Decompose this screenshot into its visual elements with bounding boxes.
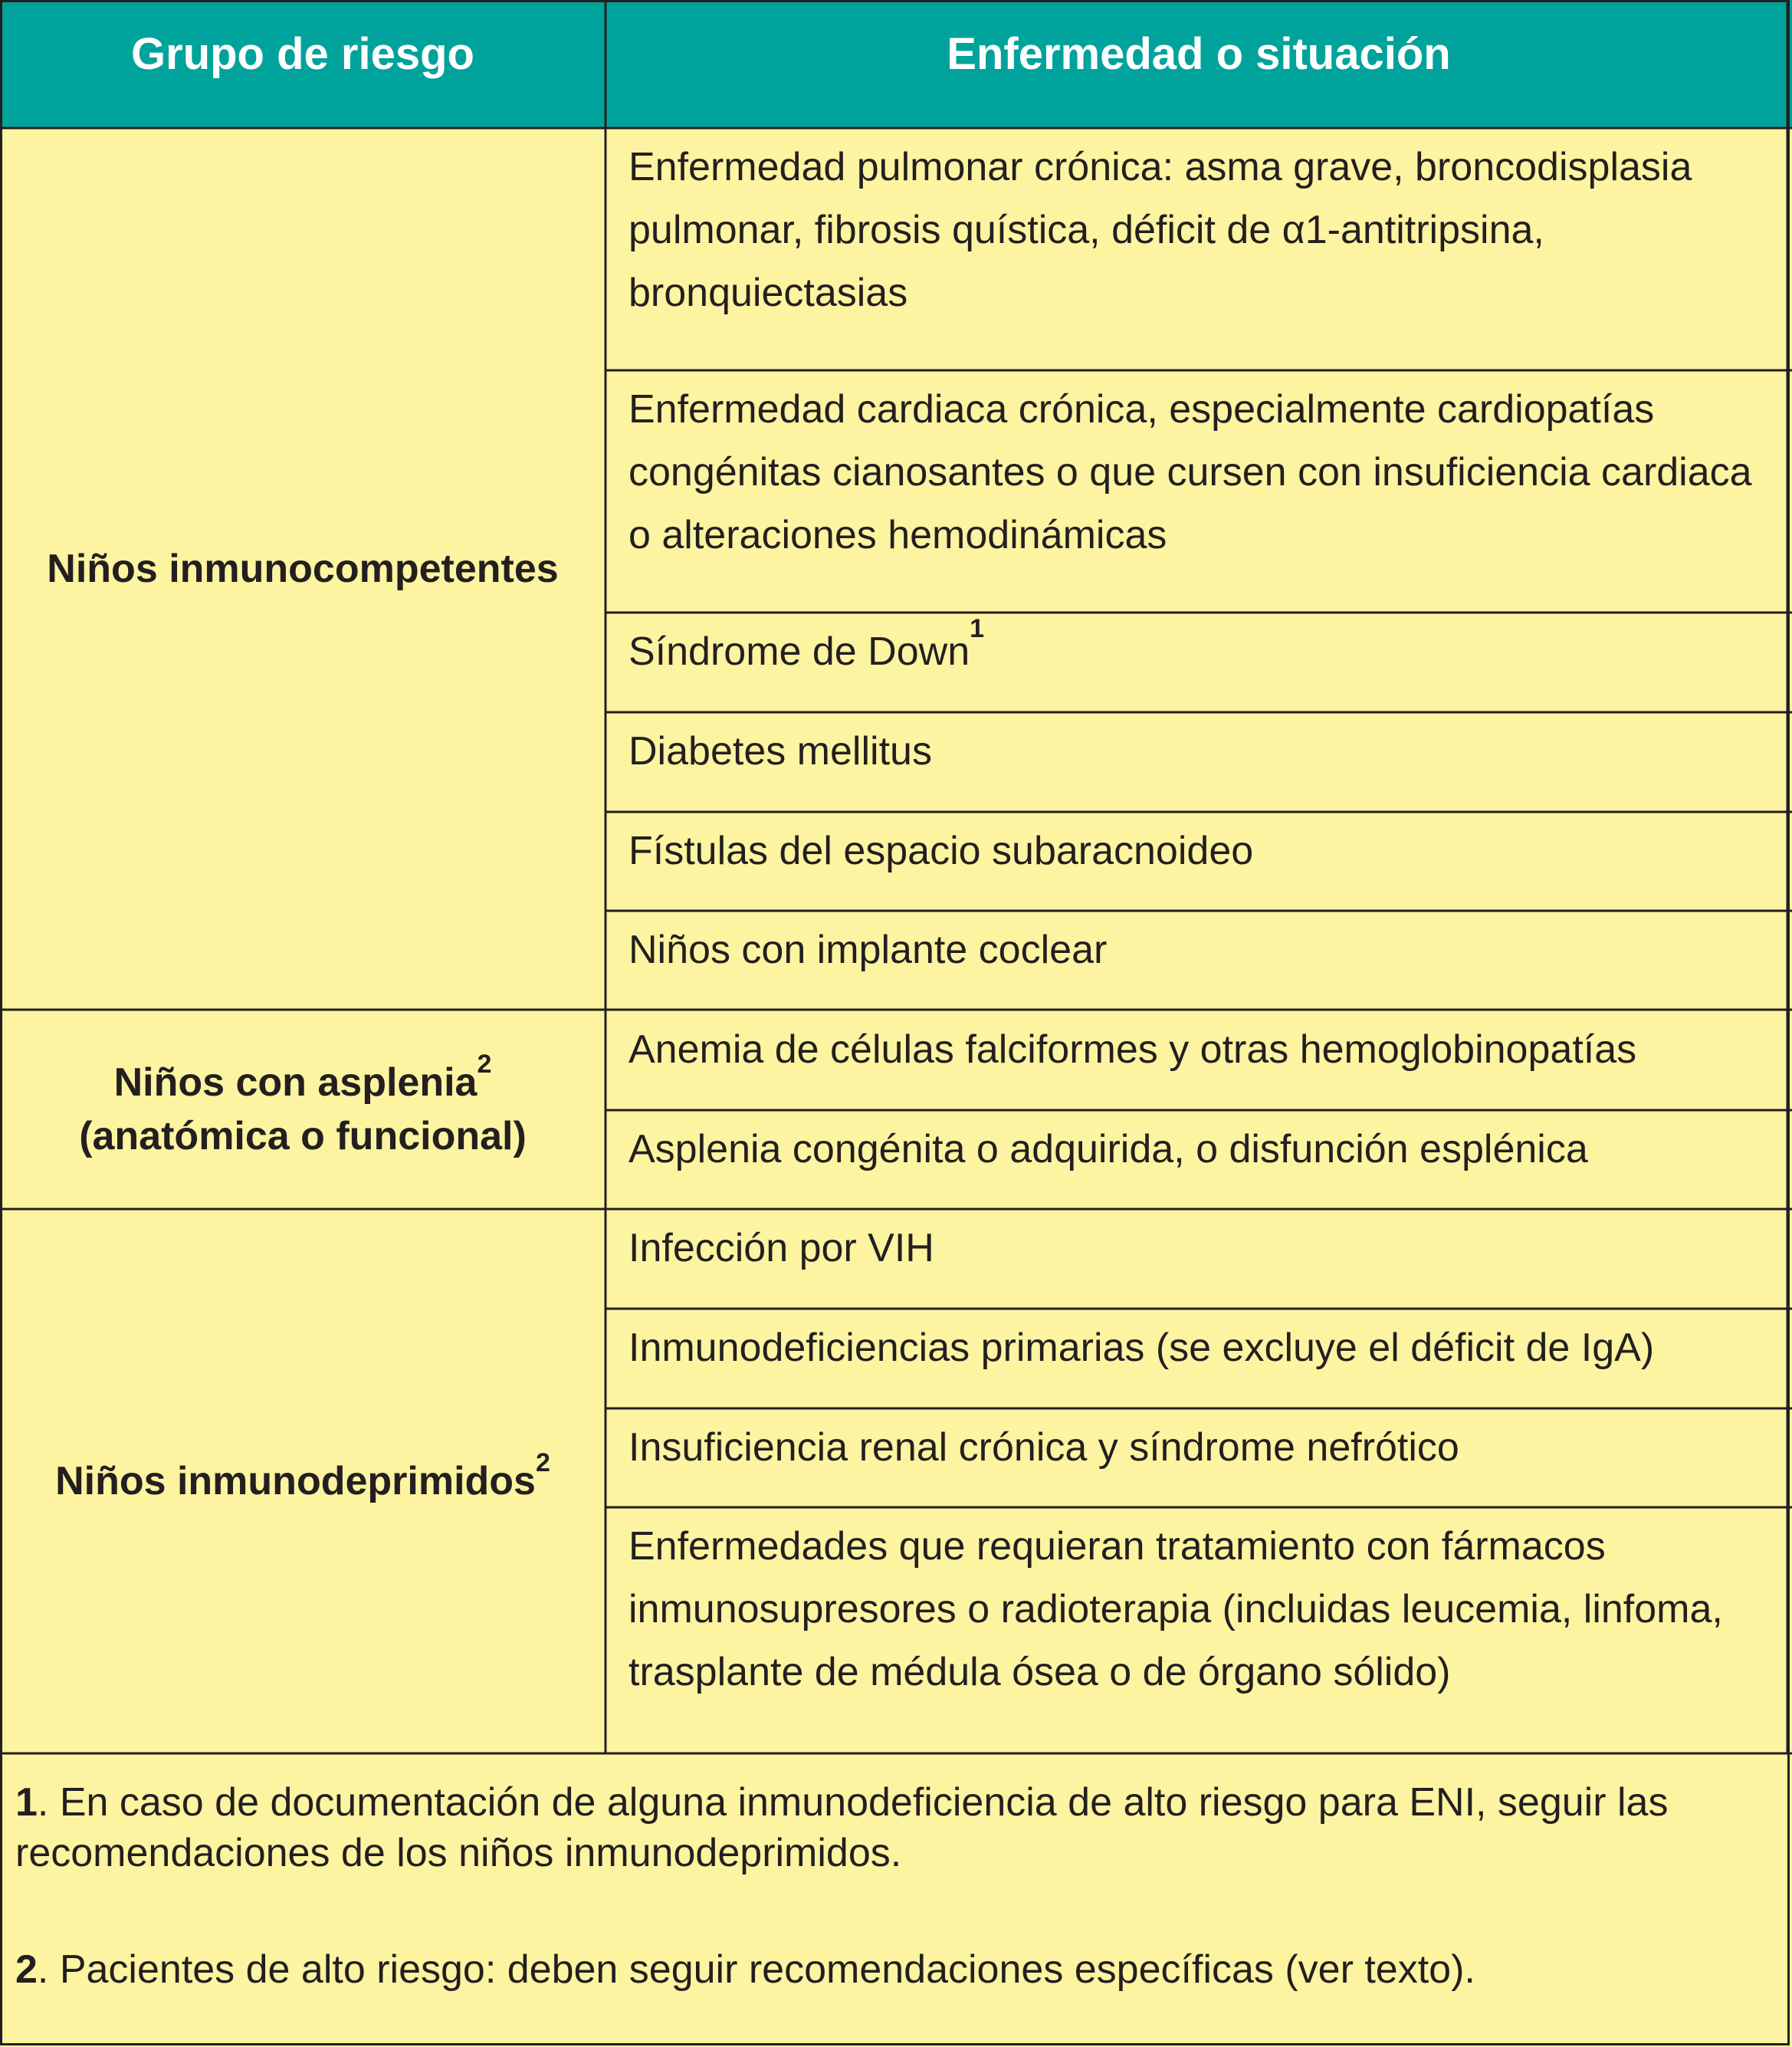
condition-cell: Niños con implante coclear	[629, 928, 1108, 972]
group-label: Niños inmunocompetentes	[47, 547, 559, 591]
footnote-number: 2	[15, 1947, 38, 1992]
condition-cell: Infección por VIH	[629, 1226, 934, 1270]
group-cell-inmunodeprimidos	[0, 1209, 606, 1753]
header-condition: Enfermedad o situación	[947, 28, 1451, 79]
condition-cell: Enfermedades que requieran tratamiento con fármacos inmunosupresores o radioterapia (incluidas leucemia, linfoma, trasplante de médula ósea o de órgano sólido)	[629, 1524, 1723, 1694]
footnote-ref: 2	[477, 1050, 492, 1079]
footnote-2: 2. Pacientes de alto riesgo: deben seguir recomendaciones específicas (ver texto).	[15, 1947, 1475, 1992]
condition-cell: Enfermedad pulmonar crónica: asma grave, broncodisplasia pulmonar, fibrosis quística, déficit de α1-antitripsina, bronquiectasias	[629, 145, 1692, 315]
footnote-ref: 1	[970, 614, 985, 643]
group-label: Niños inmunodeprimidos	[55, 1459, 536, 1503]
condition-cell: Enfermedad cardiaca crónica, especialmente cardiopatías congénitas cianosantes o que cursen con insuficiencia cardiaca o alteraciones hemodinámicas	[629, 387, 1752, 557]
group-label-line2: (anatómica o funcional)	[79, 1114, 527, 1158]
condition-cell: Fístulas del espacio subaracnoideo	[629, 829, 1254, 873]
condition-cell: Asplenia congénita o adquirida, o disfunción esplénica	[629, 1127, 1588, 1171]
condition-cell: Síndrome de Down$^1$	[629, 614, 985, 674]
condition-cell: Anemia de células falciformes y otras hemoglobinopatías	[629, 1027, 1637, 1072]
group-cell-inmunocompetentes	[0, 128, 606, 1010]
footnote-ref: 2	[535, 1448, 550, 1477]
condition-cell: Diabetes mellitus	[629, 729, 932, 774]
header-group: Grupo de riesgo	[131, 28, 474, 79]
footnote-number: 1	[15, 1780, 38, 1825]
group-label: Niños con asplenia	[113, 1060, 478, 1105]
group-cell-asplenia	[0, 1010, 606, 1209]
footnote-1: 1. En caso de documentación de alguna inmunodeficiencia de alto riesgo para ENI, seguir las recomendaciones de los niños inmunodeprimidos.	[15, 1780, 1669, 1875]
table-header	[0, 0, 1792, 128]
condition-cell: Insuficiencia renal crónica y síndrome nefrótico	[629, 1425, 1459, 1470]
condition-cell: Inmunodeficiencias primarias (se excluye el déficit de IgA)	[629, 1326, 1655, 1370]
